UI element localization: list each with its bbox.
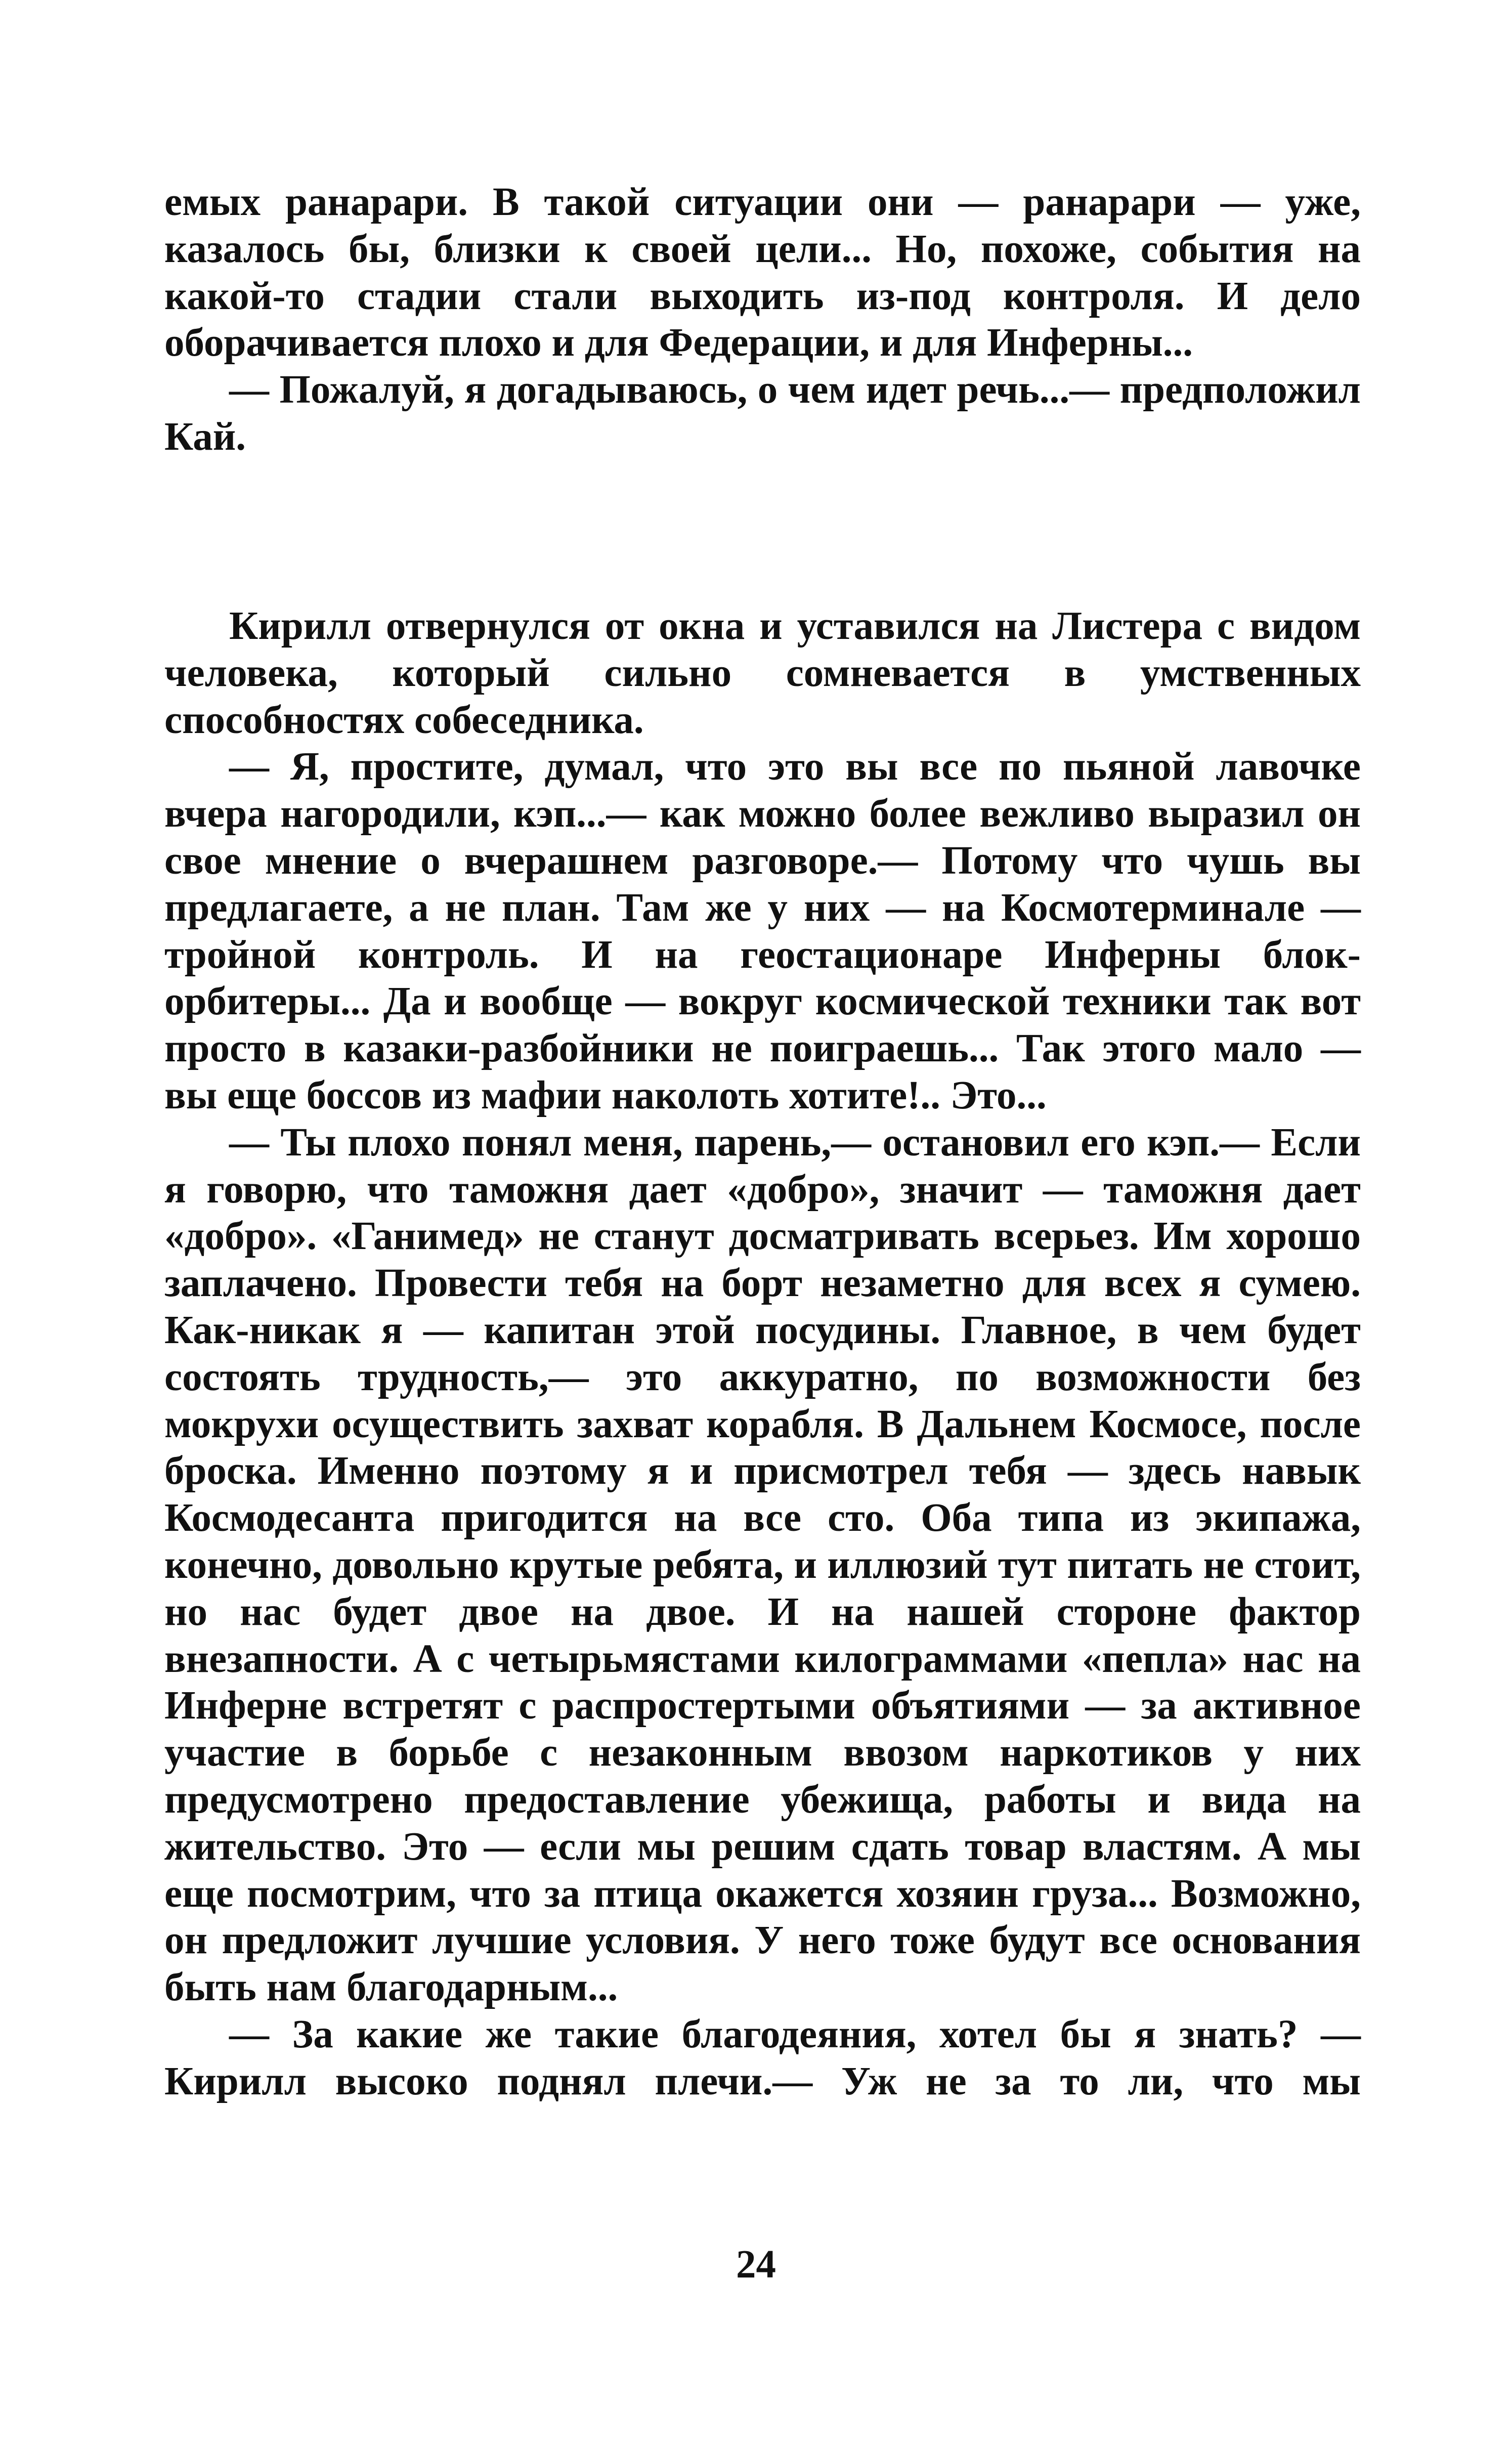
paragraph: Кирилл отвернулся от окна и уставился на Листера с видом человека, который сильно сомневается в умственных способностях собеседника. xyxy=(164,604,1361,742)
paragraph: — Ты плохо понял меня, парень,— остановил его кэп.— Если я говорю, что таможня дает «добро», значит — таможня дает «добро». «Ганимед» не станут досматривать всерьез. Им хорошо заплачено. Провести тебя на борт незаметно для всех я сумею. Как-никак я — капитан этой посудины. Главное, в чем будет состоять трудность,— это аккуратно, по возможности без мокрухи осуществить захват корабля. В Дальнем Космосе, после броска. Именно поэтому я и присмотрел тебя — здесь навык Космодесанта пригодится на все сто. Оба типа из экипажа, конечно, довольно крутые ребята, и иллюзий тут питать не стоит, но нас будет двое на двое. И на нашей стороне фактор внезапности. А с четырьмястами килограммами «пепла» нас на Инферне встретят с распростертыми объятиями — за активное участие в борьбе с незаконным ввозом наркотиков у них предусмотрено предоставление убежища, работы и вида на жительство. Это — если мы решим сдать товар властям. А мы еще посмотрим, что за птица окажется хозяин груза... Возможно, он предложит лучшие условия. У него тоже будут все основания быть нам благодарным... xyxy=(164,1120,1361,2010)
paragraph: емых ранарари. В такой ситуации они — ранарари — уже, казалось бы, близки к своей цели... Но, похоже, события на какой-то стадии стали выходить из-под контроля. И дело оборачивается плохо и для Федерации, и для Инферны... xyxy=(164,180,1361,365)
text-section-top xyxy=(164,179,1361,461)
paragraph: — Я, простите, думал, что это вы все по пьяной лавочке вчера нагородили, кэп...— как можно более вежливо выразил он свое мнение о вчерашнем разговоре.— Потому что чушь вы предлагаете, а не план. Там же у них — на Космотерминале — тройной контроль. И на геостационаре Инферны блок-орбитеры... Да и вообще — вокруг космической техники так вот просто в казаки-разбойники не поиграешь... Так этого мало — вы еще боссов из мафии наколоть хотите!.. Это... xyxy=(164,745,1361,1117)
text-section-main xyxy=(164,603,1361,2105)
paragraph: — Пожалуй, я догадываюсь, о чем идет речь...— предположил Кай. xyxy=(164,368,1361,459)
page-number: 24 xyxy=(736,2243,776,2287)
paragraph: — За какие же такие благодеяния, хотел бы я знать? — Кирилл высоко поднял плечи.— Уж не за то ли, что мы xyxy=(164,2012,1361,2103)
